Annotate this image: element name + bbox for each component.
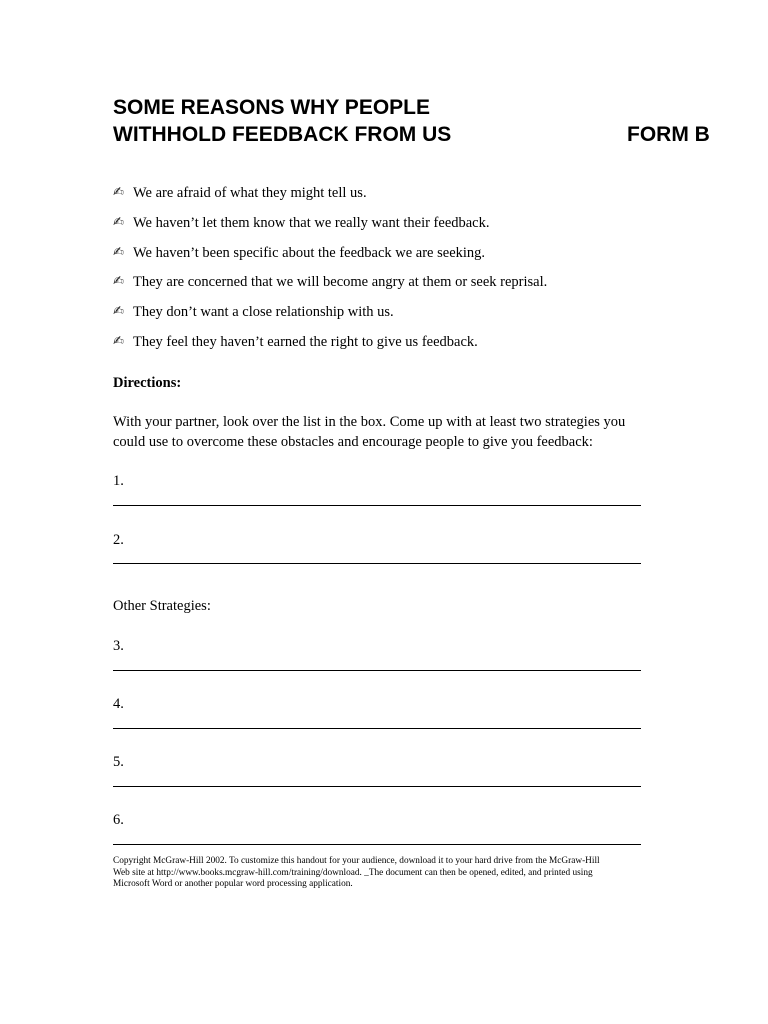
reason-text: They feel they haven’t earned the right to give us feedback.	[133, 333, 478, 350]
footer-line-3: Microsoft Word or another popular word processing application.	[113, 879, 353, 889]
answer-line[interactable]	[113, 844, 641, 845]
strategy-item-2	[113, 530, 641, 550]
writing-hand-icon: ✍	[113, 244, 124, 260]
item-number: 6.	[113, 812, 124, 828]
writing-hand-icon: ✍	[113, 214, 124, 230]
list-item	[113, 243, 547, 273]
answer-line[interactable]	[113, 786, 641, 787]
footer-line-1: Copyright McGraw-Hill 2002. To customize this handout for your audience, download it to your hard drive from the McGraw-Hill	[113, 856, 600, 866]
title-line-1: SOME REASONS WHY PEOPLE	[113, 96, 430, 119]
reason-text: They are concerned that we will become angry at them or seek reprisal.	[133, 274, 548, 291]
reason-text: We haven’t let them know that we really want their feedback.	[133, 214, 490, 231]
answer-line[interactable]	[113, 505, 641, 506]
reason-text: We haven’t been specific about the feedback we are seeking.	[133, 244, 486, 261]
strategy-item-3	[113, 636, 641, 656]
other-strategies-heading: Other Strategies:	[113, 598, 211, 614]
strategy-item-4	[113, 694, 641, 714]
strategy-item-6	[113, 810, 641, 830]
answer-line[interactable]	[113, 563, 641, 564]
directions-line-2: could use to overcome these obstacles and encourage people to give you feedback:	[113, 434, 593, 450]
item-number: 5.	[113, 754, 124, 770]
directions-text	[113, 412, 673, 452]
copyright-footer	[113, 856, 653, 891]
writing-hand-icon: ✍	[113, 304, 124, 320]
list-item	[113, 272, 547, 302]
title-line-2: WITHHOLD FEEDBACK FROM US	[113, 123, 452, 146]
footer-line-2: Web site at http://www.books.mcgraw-hill.com/training/download. _The document can then be opened, edited, and printed using	[113, 867, 593, 878]
answer-line[interactable]	[113, 728, 641, 729]
answer-line[interactable]	[113, 670, 641, 671]
writing-hand-icon: ✍	[113, 274, 124, 290]
list-item	[113, 183, 547, 213]
list-item	[113, 302, 547, 332]
directions-heading: Directions:	[113, 375, 182, 391]
strategy-item-1	[113, 471, 641, 491]
writing-hand-icon: ✍	[113, 333, 124, 349]
list-item	[113, 332, 547, 362]
reasons-list	[113, 183, 547, 362]
form-label: FORM B	[627, 123, 710, 146]
list-item	[113, 213, 547, 243]
strategy-item-5	[113, 752, 641, 772]
reason-text: They don’t want a close relationship with us.	[133, 304, 394, 321]
directions-line-1: With your partner, look over the list in the box. Come up with at least two strategies you	[113, 414, 626, 430]
item-number: 1.	[113, 473, 124, 489]
writing-hand-icon: ✍	[113, 185, 124, 200]
item-number: 3.	[113, 638, 124, 654]
reason-text: We are afraid of what they might tell us.	[133, 185, 367, 201]
item-number: 4.	[113, 696, 124, 712]
item-number: 2.	[113, 532, 124, 548]
